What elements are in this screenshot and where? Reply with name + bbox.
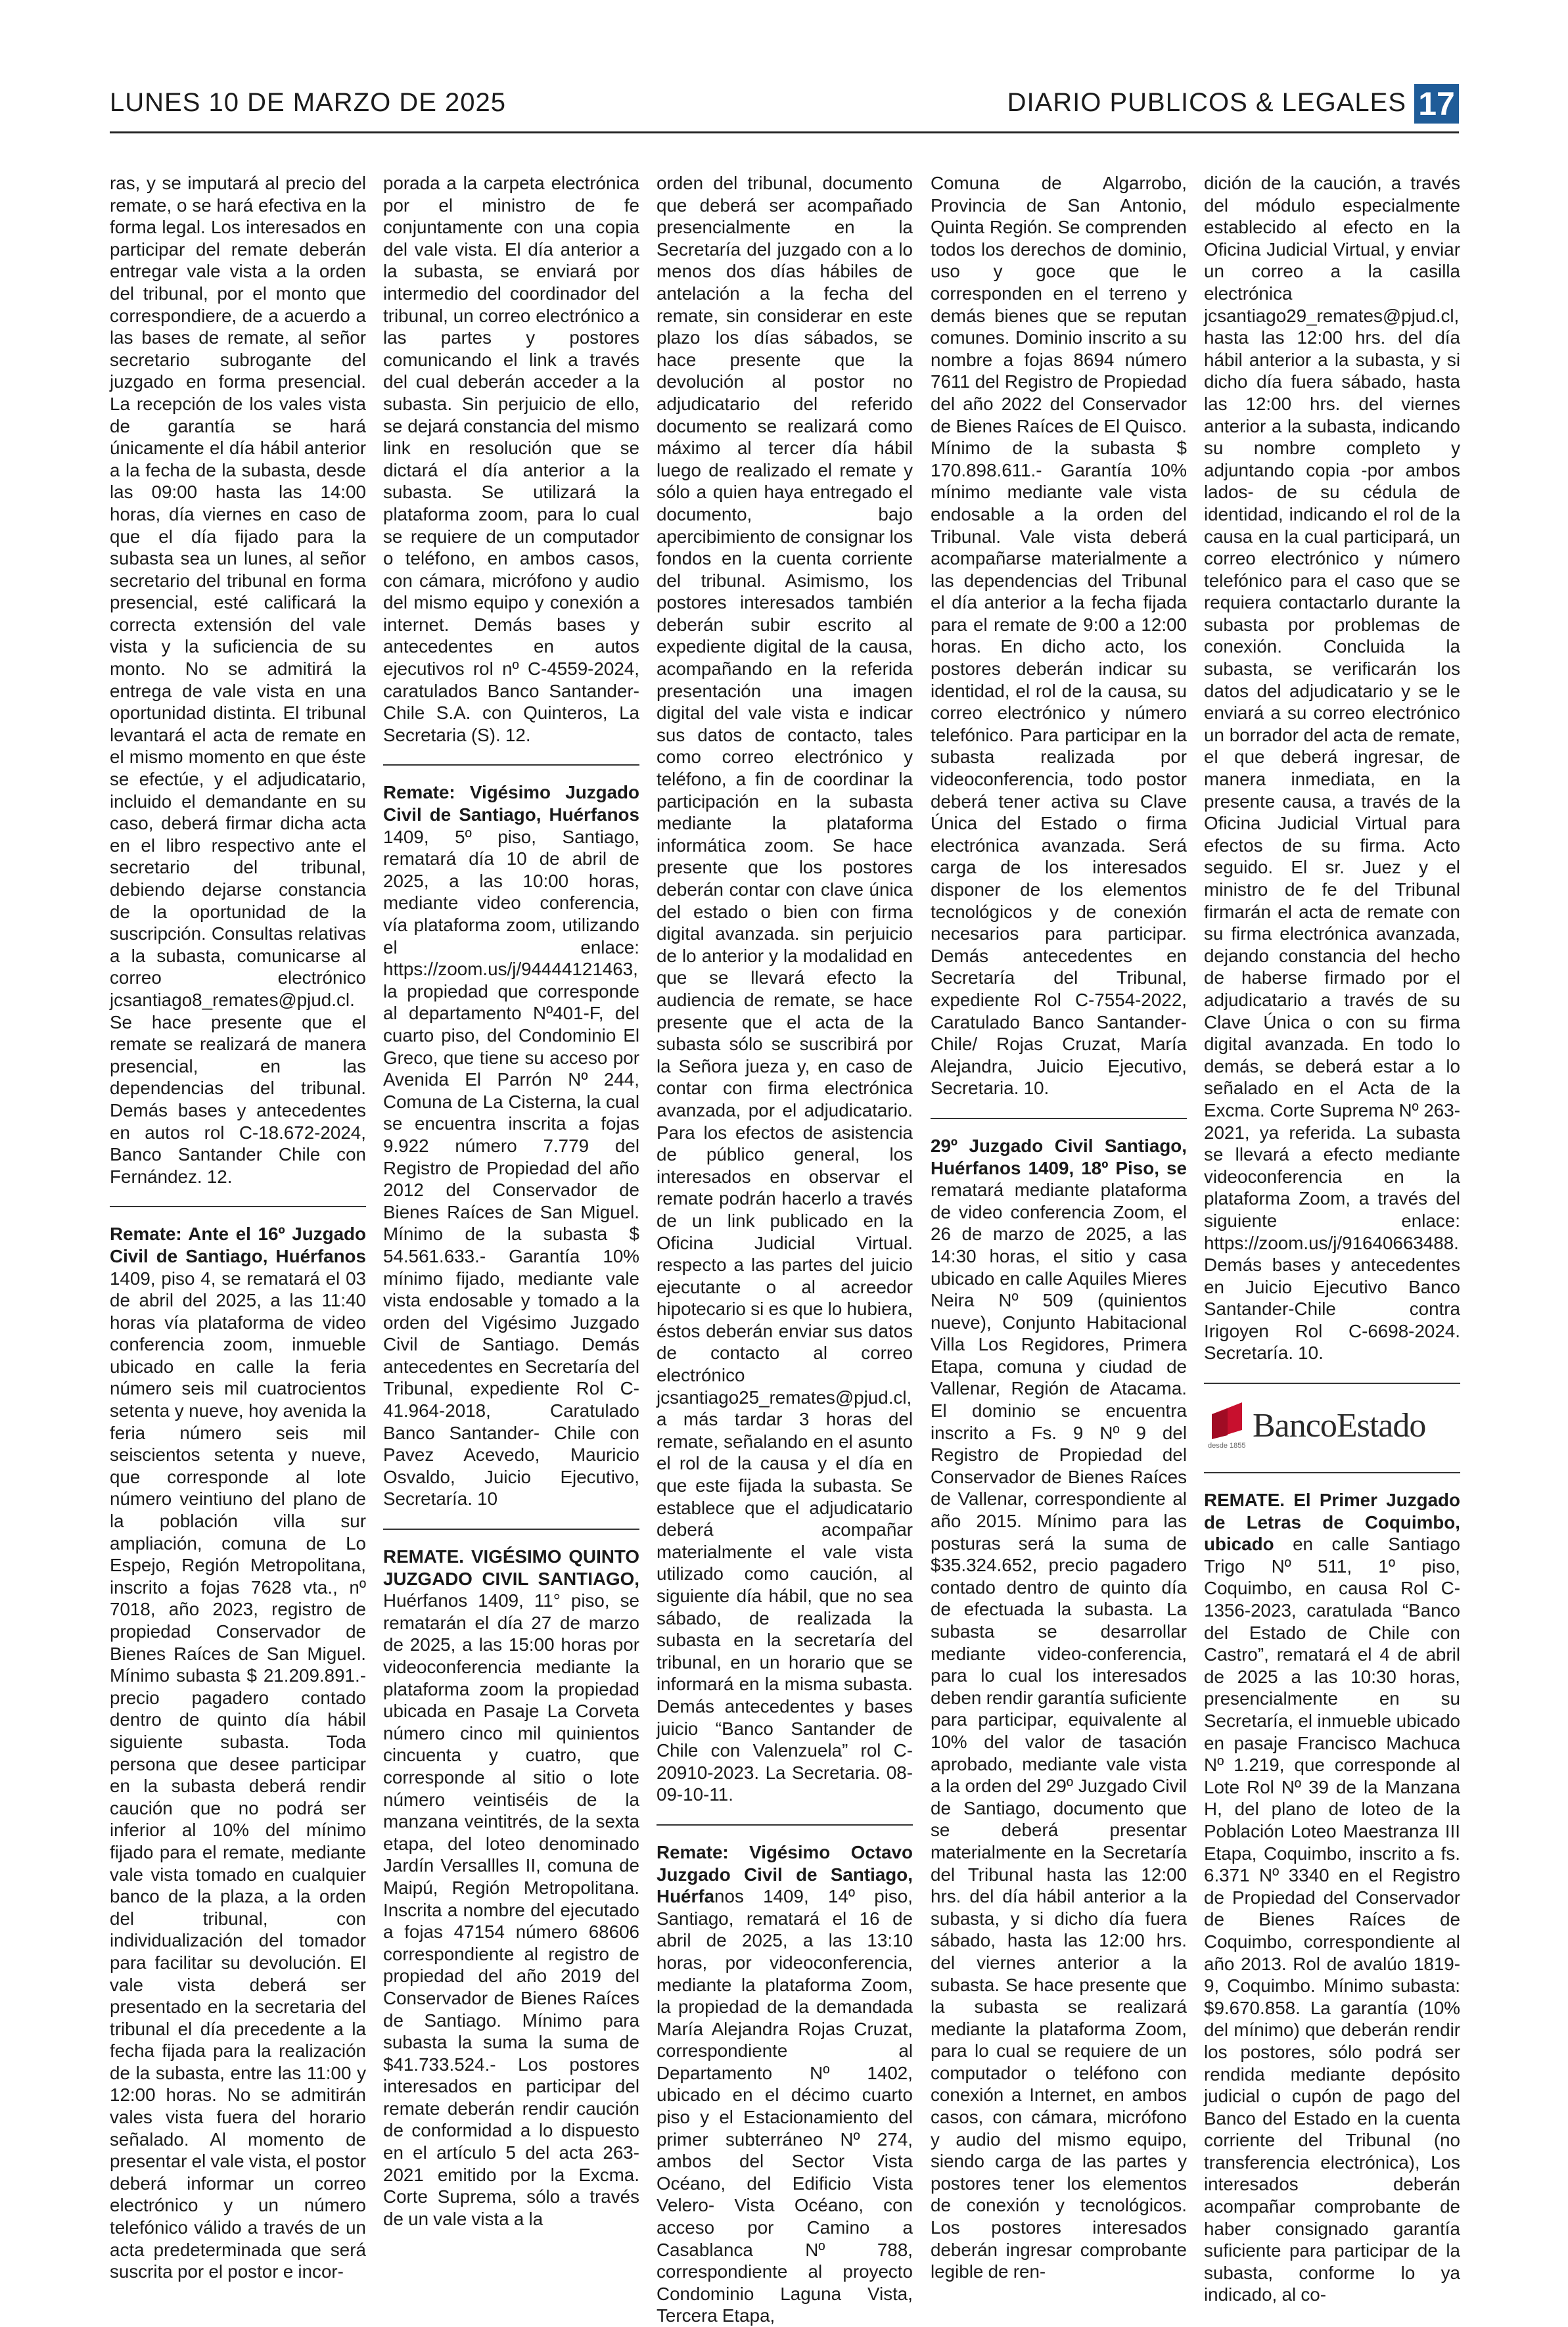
notice: Remate: Vigésimo Octavo Juzgado Civil de Santiago, Huérfanos 1409, 14º piso, Santiago, rematará el 16 de abril de 2025, a las 13:10 horas, por videoconferencia, mediante la plataforma Zoom, la propiedad de la demandada María Alejandra Rojas Cruzat, correspondiente al Departamento Nº 1402, ubicado en el décimo cuarto piso y el Estacionamiento del primer subterráneo Nº 274, ambos del Sector Vista Océano, del Edificio Vista Velero- Vista Océano, con acceso por Camino a Casablanca Nº 788, correspondiente al proyecto Condominio Laguna Vista, Tercera Etapa, [657,1841,913,2326]
notice-heading: Remate: Vigésimo Octavo Juzgado Civil de Santiago, Huérfa [657,1841,913,1907]
notice-separator [1204,1472,1460,1473]
notice-separator [931,1118,1187,1119]
bancoestado-logo-tagline: desde 1855 [1208,1442,1246,1450]
notice-separator [1204,1383,1460,1384]
notice-separator [383,1529,639,1530]
notice-heading: 29º Juzgado Civil Santiago, Huérfanos 1409, 18º Piso, se [931,1135,1187,1178]
column-4 [931,172,1187,2282]
bancoestado-logo-icon [1208,1400,1246,1442]
notice: 29º Juzgado Civil Santiago, Huérfanos 1409, 18º Piso, se rematará mediante plataforma de video conferencia Zoom, el 26 de marzo de 2025, a las 14:30 horas, el sitio y casa ubicado en calle Aquiles Mieres Neira Nº 509 (quinientos nueve), Conjunto Habitacional Villa Los Regidores, Primera Etapa, comuna y ciudad de Vallenar, Región de Atacama. El dominio se encuentra inscrito a Fs. 9 Nº 9 del Registro de Propiedad del Conservador de Bienes Raíces de Vallenar, correspondiente al año 2015. Mínimo para las posturas será la suma de $35.324.652, precio pagadero contado dentro de quinto día de efectuada la subasta. La subasta se desarrollar mediante video-conferencia, para lo cual los interesados deben rendir garantía suficiente para participar, equivalente al 10% del valor de tasación aprobado, mediante vale vista a la orden del 29º Juzgado Civil de Santiago, documento que se deberá presentar materialmente en la Secretaría del Tribunal hasta las 12:00 hrs. del día hábil anterior a la subasta, y si dicho día fuera sábado, hasta las 12:00 hrs. del viernes anterior a la subasta. Se hace presente que la subasta se realizará mediante la plataforma Zoom, para lo cual se requiere de un computador o teléfono con conexión a Internet, en ambos casos, con cámara, micrófono y audio del mismo equipo, siendo carga de las partes y postores tener los elementos de conexión y tecnológicos. Los postores interesados deberán ingresar comprobante legible de ren- [931,1135,1187,2282]
header-rule [110,131,1459,133]
notice: REMATE. VIGÉSIMO QUINTO JUZGADO CIVIL SANTIAGO, Huérfanos 1409, 11° piso, se rematarán el día 27 de marzo de 2025, a las 15:00 horas por videoconferencia mediante la plataforma zoom la propiedad ubicada en Pasaje La Corveta número cinco mil quinientos cincuenta y cuatro, que corresponde al sitio o lote número veintiséis de la manzana veintitrés, de la sexta etapa, del loteo denominado Jardín Versallles II, comuna de Maipú, Región Metropolitana. Inscrita a nombre del ejecutado a fojas 47154 número 68606 correspondiente al registro de propiedad del año 2019 del Conservador de Bienes Raíces de Santiago. Mínimo para subasta la suma la suma de $41.733.524.- Los postores interesados en participar del remate deberán rendir caución de conformidad a lo dispuesto en el artículo 5 del acta 263-2021 emitido por la Excma. Corte Suprema, sólo a través de un vale vista a la [383,1546,639,2229]
bancoestado-logo-text: BancoEstado [1253,1407,1426,1445]
column-3 [657,172,913,2326]
notice-continuation: Comuna de Algarrobo, Provincia de San Antonio, Quinta Región. Se comprenden todos los derechos de dominio, uso y goce que le corresponden en el terreno y demás bienes que se reputan comunes. Dominio inscrito a su nombre a fojas 8694 número 7611 del Registro de Propiedad del año 2022 del Conservador de Bienes Raíces de El Quisco. Mínimo de la subasta $ 170.898.611.- Garantía 10% mínimo mediante vale vista endosable a la orden del Tribunal. Vale vista deberá acompañarse materialmente a las dependencias del Tribunal el día anterior a la fecha fijada para el remate de 9:00 a 12:00 horas. En dicho acto, los postores deberán indicar su identidad, el rol de la causa, su correo electrónico y número telefónico. Para participar en la subasta realizada por videoconferencia, todo postor deberá tener activa su Clave Única del Estado o firma electrónica avanzada. Será carga de los interesados disponer de los elementos tecnológicos y de conexión necesarios para participar. Demás antecedentes en Secretaría del Tribunal, expediente Rol C-7554-2022, Caratulado Banco Santander-Chile/ Rojas Cruzat, María Alejandra, Juicio Ejecutivo, Secretaria. 10. [931,173,1187,1099]
notice: Remate: Vigésimo Juzgado Civil de Santiago, Huérfanos 1409, 5º piso, Santiago, rematará día 10 de abril de 2025, a las 10:00 horas, mediante video conferencia, vía plataforma zoom, utilizando el enlace: https://zoom.us/j/94444121463, la propiedad que corresponde al departamento Nº401-F, del cuarto piso, del Condominio El Greco, que tiene su acceso por Avenida El Parrón Nº 244, Comuna de La Cisterna, la cual se encuentra inscrita a fojas 9.922 número 7.779 del Registro de Propiedad del año 2012 del Conservador de Bienes Raíces de San Miguel. Mínimo de la subasta $ 54.561.633.- Garantía 10% mínimo fijado, mediante vale vista endosable y tomado a la orden del Vigésimo Juzgado Civil de Santiago. Demás antecedentes en Secretaría del Tribunal, expediente Rol C-41.964-2018, Caratulado Banco Santander- Chile con Pavez Acevedo, Mauricio Osvaldo, Juicio Ejecutivo, Secretaría. 10 [383,782,639,1509]
notice-heading: REMATE. VIGÉSIMO QUINTO JUZGADO CIVIL SANTIAGO, [383,1546,639,1589]
notice-heading: Remate: Vigésimo Juzgado Civil de Santiago, Huérfanos [383,782,639,825]
column-1 [110,172,366,2282]
notice-heading: REMATE. El Primer Juzgado de Letras de Coquimbo, ubicado [1204,1490,1460,1555]
page-header [110,84,1459,129]
bancoestado-logo [1204,1400,1460,1454]
page-number-badge: 17 [1414,84,1459,124]
publication-title: DIARIO PUBLICOS & LEGALES [1007,88,1406,117]
column-5 [1204,172,1460,2305]
notice-continuation: orden del tribunal, documento que deberá ser acompañado presencialmente en la Secretaría del juzgado con a lo menos dos días hábiles de antelación a la fecha del remate, sin considerar en este plazo los días sábados, se hace presente que la devolución al postor no adjudicatario del referido documento se realizará como máximo al tercer día hábil luego de realizado el remate y sólo a quien haya entregado el documento, bajo apercibimiento de consignar los fondos en la cuenta corriente del tribunal. Asimismo, los postores interesados también deberán subir escrito al expediente digital de la causa, acompañando en la referida presentación una imagen digital del vale vista e indicar sus datos de contacto, tales como correo electrónico y teléfono, a fin de coordinar la participación en la subasta mediante la plataforma informática zoom. Se hace presente que los postores deberán contar con clave única del estado o bien con firma digital avanzada. sin perjuicio de lo anterior y la modalidad en que se llevará efecto la audiencia de remate, se hace presente que el acta de la subasta sólo se suscribirá por la Señora jueza y, en caso de contar con firma electrónica avanzada, por el adjudicatario. Para los efectos de asistencia de público general, los interesados en observar el remate podrán hacerlo a través de un link publicado en la Oficina Judicial Virtual. respecto a las partes del juicio ejecutante o al acreedor hipotecario si es que lo hubiera, éstos deberán enviar sus datos de contacto al correo electrónico jcsantiago25_remates@pjud.cl, a más tardar 3 horas del remate, señalando en el asunto el rol de la causa y el día en que este fijada la subasta. Se establece que el adjudicatario deberá acompañar materialmente el vale vista utilizado como caución, al siguiente día hábil, que no sea sábado, de realizada la subasta en la secretaría del tribunal, en un horario que se informará en la misma subasta. Demás antecedentes y bases juicio “Banco Santander de Chile con Valenzuela” rol C-20910-2023. La Secretaria. 08-09-10-11. [657,173,913,1805]
notice: REMATE. El Primer Juzgado de Letras de Coquimbo, ubicado en calle Santiago Trigo Nº 511, 1º piso, Coquimbo, en causa Rol C-1356-2023, caratulada “Banco del Estado de Chile con Castro”, rematará el 4 de abril de 2025 a las 10:30 horas, presencialmente en su Secretaría, el inmueble ubicado en pasaje Francisco Machuca Nº 1.219, que corresponde al Lote Rol Nº 39 de la Manzana H, del plano de loteo de la Población Loteo Maestranza III Etapa, Coquimbo, inscrito a fs. 6.371 Nº 3340 en el Registro de Propiedad del Conservador de Bienes Raíces de Coquimbo, correspondiente al año 2013. Rol de avalúo 1819-9, Coquimbo. Mínimo subasta: $9.670.858. La garantía (10% del mínimo) que deberán rendir los postores, sólo podrá ser rendida mediante depósito judicial o cupón de pago del Banco del Estado en la cuenta corriente del Tribunal (no transferencia electrónica), Los interesados deberán acompañar comprobante de haber consignado garantía suficiente para participar de la subasta, conforme lo ya indicado, al co- [1204,1490,1460,2305]
notice: Remate: Ante el 16º Juzgado Civil de Santiago, Huérfanos 1409, piso 4, se rematará el 03 de abril del 2025, a las 11:40 horas vía plataforma de video conferencia zoom, inmueble ubicado en calle la feria número seis mil cuatrocientos setenta y nueve, hoy avenida la feria número seis mil seiscientos setenta y nueve, que corresponde al lote número veintiuno del plano de la población villa sur ampliación, comuna de Lo Espejo, Región Metropolitana, inscrito a fojas 7628 vta., nº 7018, año 2023, registro de propiedad Conservador de Bienes Raíces de San Miguel. Mínimo subasta $ 21.209.891.- precio pagadero contado dentro de quinto día hábil siguiente subasta. Toda persona que desee participar en la subasta deberá rendir caución que no podrá ser inferior al 10% del mínimo fijado para el remate, mediante vale vista tomado en cualquier banco de la plaza, a la orden del tribunal, con individualización del tomador para facilitar su devolución. El vale vista deberá ser presentado en la secretaria del tribunal el día precedente a la fecha fijada para la realización de la subasta, entre las 11:00 y 12:00 horas. No se admitirán vales vista fuera del horario señalado. Al momento de presentar el vale vista, el postor deberá informar un correo electrónico y un número telefónico válido a través de un acta predeterminada que será suscrita por el postor e incor- [110,1224,366,2282]
notice-continuation: ras, y se imputará al precio del remate, o se hará efectiva en la forma legal. Los interesados en participar del remate deberán entregar vale vista a la orden del tribunal, por el monto que correspondiere, de a acuerdo a las bases de remate, al señor secretario subrogante del juzgado en forma presencial. La recepción de los vales vista de garantía se hará únicamente el día hábil anterior a la fecha de la subasta, desde las 09:00 hasta las 14:00 horas, día viernes en caso de que el día fijado para la subasta sea un lunes, al señor secretario del tribunal en forma presencial, esté calificará la correcta extensión del vale vista y la suficiencia de su monto. No se admitirá la entrega de vale vista en una oportunidad distinta. El tribunal levantará el acta de remate en el mismo momento en que éste se efectúe, y el adjudicatario, incluido el demandante en su caso, deberá firmar dicha acta en el libro respectivo ante el secretario del tribunal, debiendo dejarse constancia de la oportunidad de la suscripción. Consultas relativas a la subasta, comunicarse al correo electrónico jcsantiago8_remates@pjud.cl. Se hace presente que el remate se realizará de manera presencial, en las dependencias del tribunal. Demás bases y antecedentes en autos rol C-18.672-2024, Banco Santander Chile con Fernández. 12. [110,173,366,1187]
notice-continuation: dición de la caución, a través del módulo especialmente establecido al efecto en la Oficina Judicial Virtual, y enviar un correo a la casilla electrónica jcsantiago29_remates@pjud.cl, hasta las 12:00 hrs. del día hábil anterior a la subasta, y si dicho día fuera sábado, hasta las 12:00 hrs. del viernes anterior a la subasta, indicando su nombre completo y adjuntando copia -por ambos lados- de su cédula de identidad, indicando el rol de la causa en la cual participará, un correo electrónico y número telefónico para el caso que se requiera contactarlo durante la subasta por problemas de conexión. Concluida la subasta, se verificarán los datos del adjudicatario y se le enviará a su correo electrónico un borrador del acta de remate, el que deberá ingresar, de manera inmediata, en la presente causa, a través de la Oficina Judicial Virtual para efectos de su firma. Acto seguido. El sr. Juez y el ministro de fe del Tribunal firmarán el acta de remate con su firma electrónica avanzada, dejando constancia del hecho de haberse firmado por el adjudicatario a través de su Clave Única o con su firma digital avanzada. En todo lo demás, se deberá estar a lo señalado en el Acta de la Excma. Corte Suprema Nº 263-2021, ya referida. La subasta se llevará a efecto mediante videoconferencia en la plataforma Zoom, a través del siguiente enlace: https://zoom.us/j/91640663488. Demás bases y antecedentes en Juicio Ejecutivo Banco Santander-Chile contra Irigoyen Rol C-6698-2024. Secretaría. 10. [1204,173,1460,1364]
issue-date: LUNES 10 DE MARZO DE 2025 [110,88,506,117]
notice-separator [383,764,639,766]
notice-continuation: porada a la carpeta electrónica por el ministro de fe conjuntamente con una copia del vale vista. El día anterior a la subasta, se enviará por intermedio del coordinador del tribunal, un correo electrónico a las partes y postores comunicando el link a través del cual deberán acceder a la subasta. Sin perjuicio de ello, se dejará constancia del mismo link en resolución que se dictará el día anterior a la subasta. Se utilizará la plataforma zoom, para lo cual se requiere de un computador o teléfono, en ambos casos, con cámara, micrófono y audio del mismo equipo y conexión a internet. Demás bases y antecedentes en autos ejecutivos rol nº C-4559-2024, caratulados Banco Santander-Chile S.A. con Quinteros, La Secretaria (S). 12. [383,173,639,745]
notice-separator [657,1824,913,1826]
notice-heading: Remate: Ante el 16º Juzgado Civil de Santiago, Huérfanos [110,1224,366,1266]
column-2 [383,172,639,2255]
notice-separator [110,1206,366,1207]
